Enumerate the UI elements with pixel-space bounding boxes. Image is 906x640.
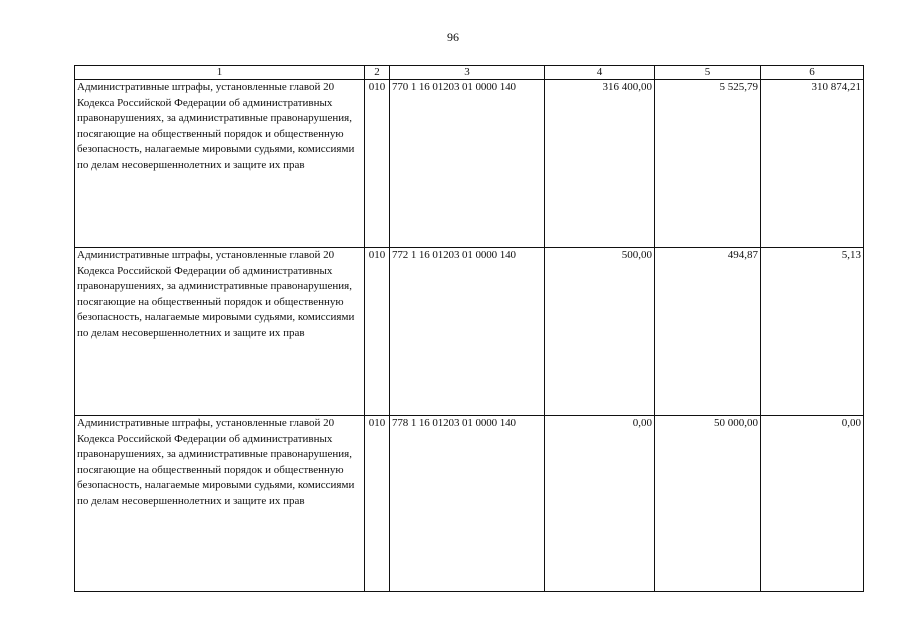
row-description: Административные штрафы, установленные главой 20 Кодекса Российской Федерации об административных правонарушениях, за административные правонарушения, посягающие на общественный порядок и общественную безопасность, налагаемые мировыми судьями, комиссиями по делам несовершеннолетних и защите их прав [75, 80, 365, 248]
row-line-code: 010 [365, 80, 390, 248]
header-row [75, 66, 864, 80]
table-row [75, 416, 864, 592]
column-header-3: 3 [390, 66, 545, 80]
row-value-col5: 50 000,00 [655, 416, 761, 592]
row-value-col4: 316 400,00 [545, 80, 655, 248]
column-header-4: 4 [545, 66, 655, 80]
page-number: 96 [447, 30, 459, 44]
row-description: Административные штрафы, установленные главой 20 Кодекса Российской Федерации об административных правонарушениях, за административные правонарушения, посягающие на общественный порядок и общественную безопасность, налагаемые мировыми судьями, комиссиями по делам несовершеннолетних и защите их прав [75, 416, 365, 592]
row-value-col5: 494,87 [655, 248, 761, 416]
row-description: Административные штрафы, установленные главой 20 Кодекса Российской Федерации об административных правонарушениях, за административные правонарушения, посягающие на общественный порядок и общественную безопасность, налагаемые мировыми судьями, комиссиями по делам несовершеннолетних и защите их прав [75, 248, 365, 416]
column-header-2: 2 [365, 66, 390, 80]
row-value-col6: 0,00 [761, 416, 864, 592]
column-header-6: 6 [761, 66, 864, 80]
report-table [74, 65, 864, 592]
row-value-col6: 5,13 [761, 248, 864, 416]
row-budget-code: 778 1 16 01203 01 0000 140 [390, 416, 545, 592]
row-budget-code: 772 1 16 01203 01 0000 140 [390, 248, 545, 416]
row-value-col5: 5 525,79 [655, 80, 761, 248]
row-line-code: 010 [365, 416, 390, 592]
row-value-col4: 500,00 [545, 248, 655, 416]
table-row [75, 248, 864, 416]
row-budget-code: 770 1 16 01203 01 0000 140 [390, 80, 545, 248]
table-row [75, 80, 864, 248]
row-value-col6: 310 874,21 [761, 80, 864, 248]
column-header-1: 1 [75, 66, 365, 80]
row-line-code: 010 [365, 248, 390, 416]
column-header-5: 5 [655, 66, 761, 80]
row-value-col4: 0,00 [545, 416, 655, 592]
